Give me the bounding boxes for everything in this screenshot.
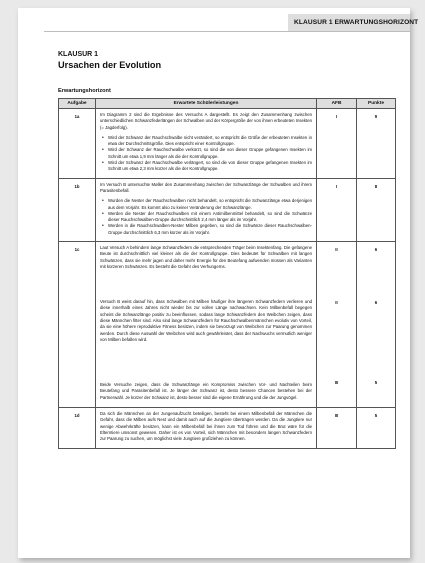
table-row	[59, 109, 396, 179]
bullet-item: • Werden die Nester der Rauchschwalben mit einem Antimilbenmittel behandelt, so sind die Schwänze dieser Rauchschwalben-Gruppe durchschnittlich 2,4 mm länger als im Vorjahr.	[108, 211, 312, 224]
afb-value: II	[335, 247, 338, 253]
punkte-value: 5	[374, 380, 378, 386]
leistung-segment	[100, 299, 312, 379]
leistung-cell	[96, 407, 317, 448]
leistung-paragraph: Versuch B weist darauf hin, dass Schwalben mit Milben häufiger ihre längeren Schwanzfedern verlieren und diese innerhalb eines Jahres nicht wieder bis zur vollen Länge nachwachsen. Kein Milbenbefall begegen scheint die Schwanzlänge positiv zu beeinflussen, sodass lange Schwanzfedern den Weibchen zeigen, dass diese Männchen fitter sind. Also sind lange Schwanzfedern für Rauchschwalbenmännchen evolutiv von Vorteil, da sie eine höhere reproduktive Fitness besitzen, indem sie bevorzugt von Weibchen zur Paarung genommen werden. Durch diese Auswahl der Weibchen wird auch gewährleistet, dass der Nachwuchs vermutlich weniger von Milben befallen wird.	[100, 299, 312, 342]
leistung-cell	[96, 109, 317, 179]
leistung-paragraph: Beide Versuche zeigen, dass die Schwanzlänge ein Kompromiss zwischen Vor- und Nachteilen beim Beutefang und Parasitenbefall ist. Je länger der Schwanz ist, desto bessere Chancen bestehen bei der Partnerwahl. Je kürzer der Schwanz ist, desto besser sind die eigene Ernährung und die der Jungvögel.	[100, 382, 312, 400]
afb-value: III	[334, 380, 339, 386]
bullet-item: • Wurden die Nester der Rauchschwalben nicht behandelt, so entspricht die Schwanzlänge etwa derjenigen aus dem Vorjahr. Es kommt also zu keiner Veränderung der Schwanzlänge.	[108, 198, 312, 211]
bullet-list	[100, 198, 312, 236]
punkte-value: 6	[374, 247, 378, 253]
klausur-label: KLAUSUR 1	[58, 51, 99, 58]
table-row	[59, 242, 396, 408]
bullet-item: • Wird der Schwanz der Rauchschwalbe verlängert, so sind die von dieser Gruppe gefangenen Insekten im Schnitt um etwa 2,3 mm kürzer als die der Kontrollgruppe.	[108, 160, 312, 173]
punkte-cell	[357, 242, 396, 408]
erwartungshorizont-table	[58, 98, 396, 449]
column-header-schuelerleistungen: Erwartete Schülerleistungen	[96, 99, 317, 109]
header-title: KLAUSUR 1 ERWARTUNGSHORIZONT	[294, 19, 419, 26]
leistung-segment	[100, 245, 312, 298]
table-row	[59, 178, 396, 241]
bullet-item: • Wird der Schwanz der Rauchschwalbe nicht verändert, so entspricht die Größe der erbeuteten Insekten in etwa der Durchschnittsgröße. Dies entspricht einer Kontrollgruppe.	[108, 135, 312, 148]
leistung-segment	[100, 382, 312, 401]
column-header-afb: AFB	[317, 99, 357, 109]
leistung-intro: Im Diagramm 2 sind die Ergebnisse des Versuchs A dargestellt. Es zeigt den Zusammenhang zwischen unterschiedlichen Schwanzfederlängen der Schwalben und der Körpergröße der von ihnen erbeuteten Insekten (= Jagderfolg).	[100, 112, 312, 130]
header-bar	[288, 14, 419, 31]
aufgabe-cell: 1d	[59, 407, 96, 448]
page-title: Ursachen der Evolution	[58, 60, 162, 70]
punkte-cell: 9	[357, 109, 396, 179]
aufgabe-cell: 1c	[59, 242, 96, 408]
bullet-list	[100, 135, 312, 173]
leistung-cell	[96, 178, 317, 241]
leistung-intro: Im Versuch B untersuchte Møller den Zusammenhang zwischen der Schwanzlänge der Schwalben und ihrem Parasitenbefall.	[100, 181, 312, 193]
aufgabe-cell: 1a	[59, 109, 96, 179]
afb-cell	[317, 242, 357, 408]
afb-cell: I	[317, 109, 357, 179]
afb-cell: III	[317, 407, 357, 448]
bullet-item: • Wird der Schwanz der Rauchschwalbe verkürzt, so sind die von dieser Gruppe gefangenen Insekten im Schnitt um etwa 1,9 mm länger als die der Kontrollgruppe.	[108, 147, 312, 160]
punkte-cell: 5	[357, 407, 396, 448]
column-header-punkte: Punkte	[357, 99, 396, 109]
section-subheading: Erwartungshorizont	[58, 88, 111, 94]
document-page	[18, 8, 419, 558]
leistung-paragraph: Da sich die Männchen an der Jungenaufzucht beteiligen, besteht bei einem Milbenbefall der Männchen die Gefahr, dass die Milben aufs Nest und damit auch auf die Jungtiere übertragen werden. Da die Jungtiere nur wenige Abwehrkräfte besitzen, kann ein Milbenbefall bei ihnen zum Tod führen und die Brut wäre für die Elterntiere umsonst gewesen. Daher ist es von Vorteil, sich Männchen mit besonders langen Schwanzfedern zur Paarung zu suchen, um möglichst viele Jungtiere großziehen zu können.	[100, 410, 312, 442]
leistung-paragraph: Laut Versuch A behindern lange Schwanzfedern die entsprechenden Träger beim Insektenfang. Die gefangene Beute ist durchschnittlich viel kleiner als die der Kontrollgruppe. Dies bedeutet für Schwalben mit langen Schwänzen, dass sie mehr jagen und daher mehr Energie für den Beutefang aufwenden müssen als Varianten mit kürzeren Schwänzen. Es besteht die Gefahr des Verhungerns.	[100, 245, 312, 269]
afb-cell: I	[317, 178, 357, 241]
punkte-cell: 8	[357, 178, 396, 241]
afb-value: II	[335, 300, 338, 306]
header-rule	[44, 31, 410, 32]
column-header-aufgabe: Aufgabe	[59, 99, 96, 109]
bullet-item: • Werden in die Rauchschwalben-Nester Milben gegeben, so sind die Schwänze dieser Rauchschwalben-Gruppe durchschnittlich 6,3 mm kürzer als im Vorjahr.	[108, 223, 312, 236]
table-header-row	[59, 99, 396, 109]
leistung-cell	[96, 242, 317, 408]
table-row	[59, 407, 396, 448]
aufgabe-cell: 1b	[59, 178, 96, 241]
punkte-value: 6	[374, 300, 378, 306]
